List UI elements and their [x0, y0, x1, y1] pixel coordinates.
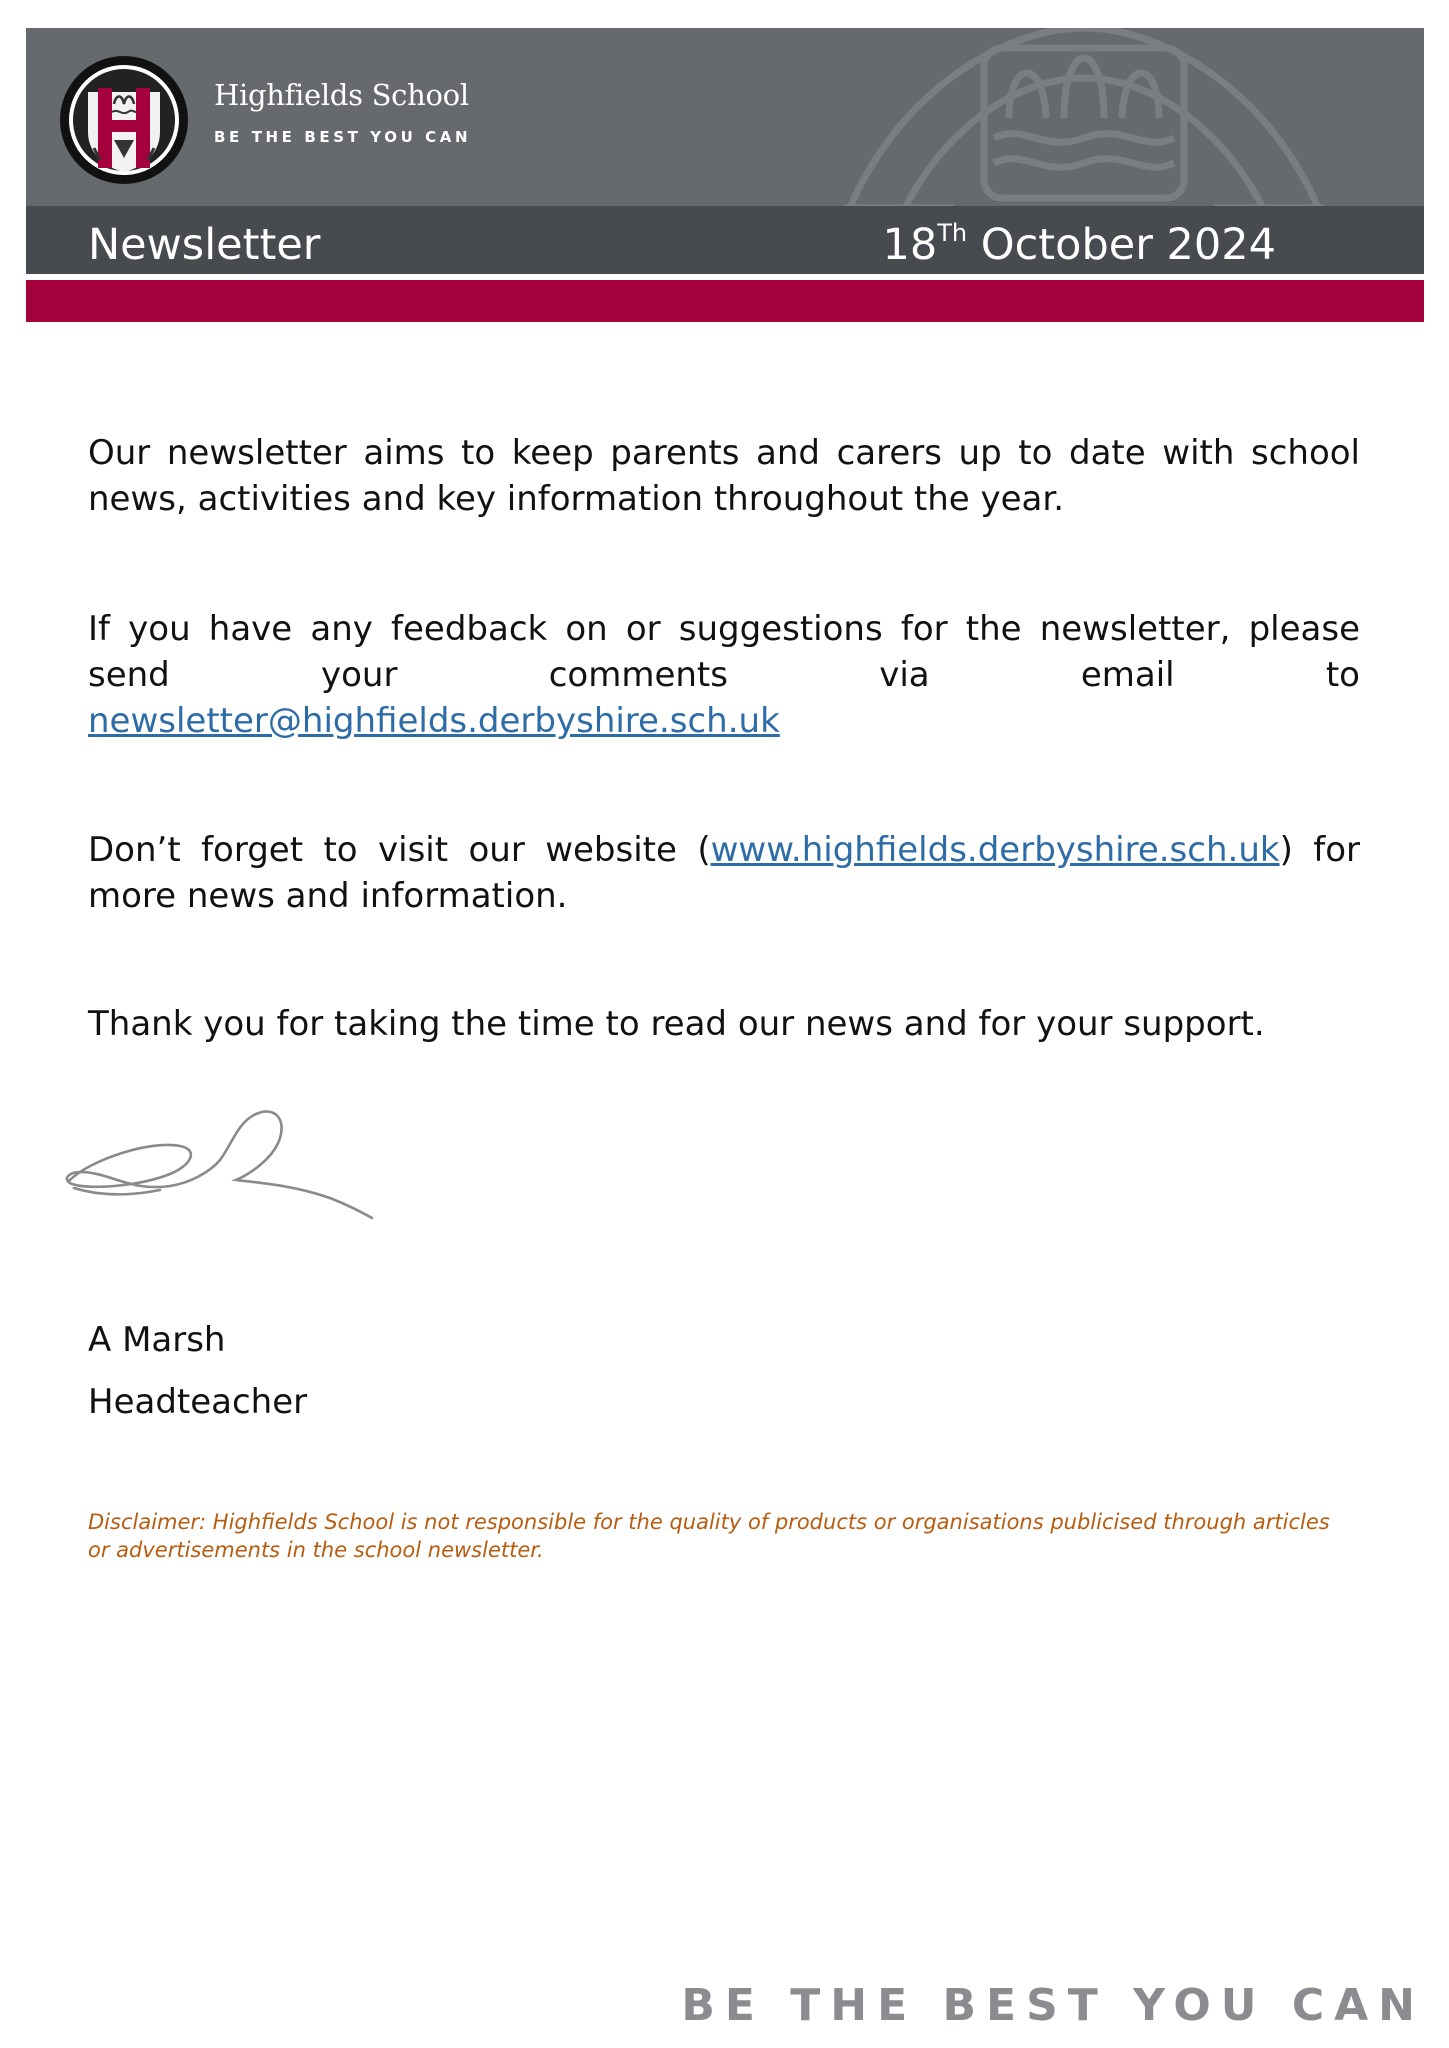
newsletter-date [883, 220, 1276, 270]
accent-bar [26, 280, 1424, 322]
handwritten-signature [60, 1100, 420, 1250]
school-crest-icon [58, 54, 190, 186]
newsletter-header [26, 28, 1424, 208]
newsletter-title: Newsletter [88, 220, 321, 270]
website-paragraph [88, 827, 1360, 919]
date-month-year: October 2024 [967, 220, 1276, 270]
intro-paragraph: Our newsletter aims to keep parents and carers up to date with school news, activities and key information throughout the year. [88, 433, 1360, 519]
date-day: 18 [882, 220, 938, 270]
thank-you-paragraph: Thank you for taking the time to read our news and for your support. [88, 1004, 1265, 1044]
school-crest-watermark-icon [784, 28, 1384, 208]
feedback-text: If you have any feedback on or suggestions for the newsletter, please send your comments via email to [88, 609, 1360, 695]
website-text-before: Don’t forget to visit our website ( [88, 830, 711, 870]
signatory-name: A Marsh [88, 1320, 226, 1360]
feedback-paragraph [88, 606, 1360, 744]
signatory-role: Headteacher [88, 1382, 308, 1422]
website-link[interactable]: www.highfields.derbyshire.sch.uk [710, 830, 1280, 870]
date-suffix: Th [937, 219, 968, 247]
footer-motto: BE THE BEST YOU CAN [681, 1980, 1425, 2031]
disclaimer-text: Disclaimer: Highfields School is not responsible for the quality of products or organisations publicised through articles or advertisements in the school newsletter. [88, 1510, 1330, 1562]
school-motto: BE THE BEST YOU CAN [214, 128, 472, 146]
newsletter-title-bar [26, 206, 1424, 274]
website-text-after: ) for more news and information. [88, 830, 1360, 916]
school-name: Highfields School [214, 78, 469, 112]
newsletter-email-link[interactable]: newsletter@highfields.derbyshire.sch.uk [88, 701, 780, 741]
